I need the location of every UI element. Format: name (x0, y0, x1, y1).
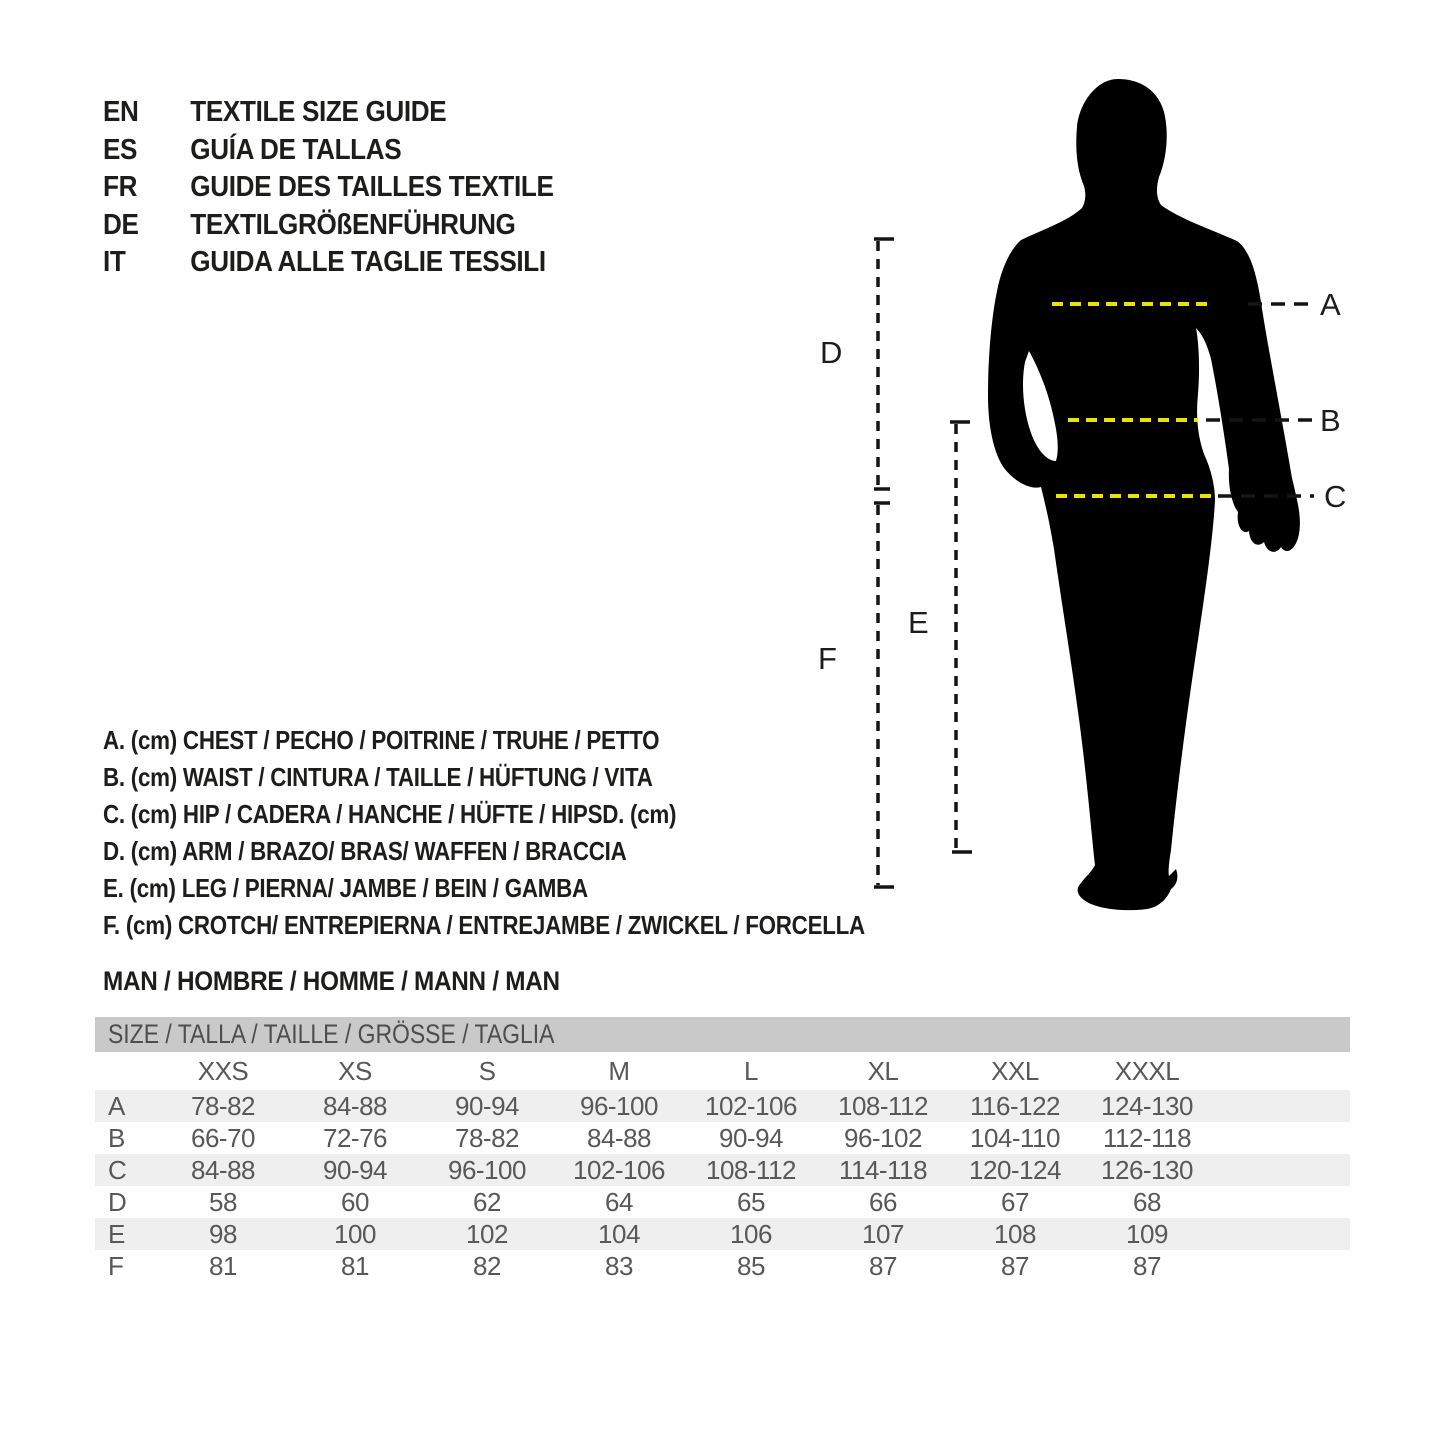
guide-title: GUIDE DES TAILLES TEXTILE (190, 171, 554, 204)
guide-title: GUÍA DE TALLAS (190, 133, 402, 166)
cell: 108 (994, 1218, 1036, 1249)
marker-label-c: C (1324, 479, 1347, 514)
cell: 108-112 (706, 1154, 796, 1185)
column-header-xl: XL (867, 1055, 899, 1086)
cell: 58 (209, 1186, 237, 1217)
table-row-e (95, 1218, 1350, 1250)
cell: 90-94 (323, 1154, 387, 1185)
category-label: MAN / HOMBRE / HOMME / MANN / MAN (103, 966, 560, 996)
cell: 65 (737, 1186, 765, 1217)
title-row-de (103, 207, 554, 245)
row-label: E (108, 1218, 125, 1249)
cell: 109 (1126, 1218, 1168, 1249)
language-code: FR (103, 171, 138, 204)
cell: 62 (473, 1186, 501, 1217)
table-row-c (95, 1154, 1350, 1186)
title-row-es (103, 132, 554, 170)
language-code: DE (103, 208, 139, 241)
column-header-s: S (478, 1055, 496, 1086)
cell: 102 (466, 1218, 508, 1249)
cell: 98 (209, 1218, 237, 1249)
cell: 102-106 (705, 1090, 797, 1121)
title-block (103, 94, 554, 282)
column-header-xxl: XXL (991, 1055, 1039, 1086)
row-label: D (108, 1186, 127, 1217)
column-header-xs: XS (338, 1055, 372, 1086)
cell: 81 (209, 1250, 237, 1281)
guide-title: TEXTILE SIZE GUIDE (190, 96, 447, 129)
cell: 96-100 (580, 1090, 658, 1121)
filler-cell (1213, 1218, 1350, 1250)
corner-cell (95, 1052, 157, 1090)
cell: 66-70 (191, 1122, 255, 1153)
cell: 90-94 (719, 1122, 783, 1153)
cell: 104 (598, 1218, 640, 1249)
guide-title: GUIDA ALLE TAGLIE TESSILI (190, 246, 546, 279)
cell: 106 (730, 1218, 772, 1249)
cell: 107 (862, 1218, 904, 1249)
marker-label-b: B (1320, 403, 1341, 438)
cell: 84-88 (587, 1122, 651, 1153)
filler-cell (1213, 1154, 1350, 1186)
table-row-b (95, 1122, 1350, 1154)
column-header-xxxl: XXXL (1114, 1055, 1180, 1086)
cell: 96-102 (844, 1122, 922, 1153)
cell: 87 (1001, 1250, 1029, 1281)
legend-line-b: B. (cm) WAIST / CINTURA / TAILLE / HÜFTUNG / VITA (103, 762, 653, 792)
marker-label-d: D (820, 335, 843, 370)
cell: 100 (334, 1218, 376, 1249)
language-code: ES (103, 133, 138, 166)
filler-cell (1213, 1186, 1350, 1218)
language-code: EN (103, 96, 139, 129)
title-row-en (103, 94, 554, 132)
cell: 108-112 (838, 1090, 928, 1121)
cell: 68 (1133, 1186, 1161, 1217)
cell: 87 (869, 1250, 897, 1281)
legend-line-e: E. (cm) LEG / PIERNA/ JAMBE / BEIN / GAMBA (103, 873, 588, 903)
size-table-title: SIZE / TALLA / TAILLE / GRÖSSE / TAGLIA (108, 1019, 555, 1049)
cell: 102-106 (573, 1154, 665, 1185)
cell: 72-76 (323, 1122, 387, 1153)
cell: 126-130 (1101, 1154, 1193, 1185)
cell: 81 (341, 1250, 369, 1281)
legend-line-c: C. (cm) HIP / CADERA / HANCHE / HÜFTE / HIPSD. (cm) (103, 799, 677, 829)
cell: 112-118 (1102, 1122, 1192, 1153)
legend-line-d: D. (cm) ARM / BRAZO/ BRAS/ WAFFEN / BRACCIA (103, 836, 627, 866)
table-row-d (95, 1186, 1350, 1218)
marker-label-a: A (1320, 287, 1341, 322)
column-header-l: L (744, 1055, 758, 1086)
measurement-legend (103, 722, 865, 944)
cell: 96-100 (448, 1154, 526, 1185)
row-label: C (108, 1154, 127, 1185)
title-row-fr (103, 169, 554, 207)
cell: 84-88 (323, 1090, 387, 1121)
guide-title: TEXTILGRÖßENFÜHRUNG (190, 208, 516, 241)
filler-cell (1213, 1090, 1350, 1122)
language-code: IT (103, 246, 126, 279)
column-header-xxs: XXS (197, 1055, 249, 1086)
filler-cell (1213, 1122, 1350, 1154)
cell: 67 (1001, 1186, 1029, 1217)
cell: 66 (869, 1186, 897, 1217)
cell: 83 (605, 1250, 633, 1281)
row-label: A (108, 1090, 125, 1121)
table-row-a (95, 1090, 1350, 1122)
row-label: F (108, 1250, 124, 1281)
cell: 84-88 (191, 1154, 255, 1185)
cell: 60 (341, 1186, 369, 1217)
size-header-row (95, 1052, 1350, 1090)
title-row-it (103, 244, 554, 282)
filler-cell (1213, 1052, 1350, 1090)
cell: 104-110 (970, 1122, 1060, 1153)
column-header-m: M (608, 1055, 630, 1086)
cell: 64 (605, 1186, 633, 1217)
cell: 120-124 (969, 1154, 1061, 1185)
marker-label-e: E (908, 605, 929, 640)
size-table-title-bar (95, 1017, 1350, 1052)
marker-label-f: F (818, 641, 837, 676)
legend-line-a: A. (cm) CHEST / PECHO / POITRINE / TRUHE / PETTO (103, 725, 660, 755)
size-table (95, 1052, 1350, 1282)
legend-line-f: F. (cm) CROTCH/ ENTREPIERNA / ENTREJAMBE / ZWICKEL / FORCELLA (103, 910, 865, 940)
table-row-f (95, 1250, 1350, 1282)
cell: 87 (1133, 1250, 1161, 1281)
cell: 78-82 (191, 1090, 255, 1121)
cell: 116-122 (970, 1090, 1060, 1121)
row-label: B (108, 1122, 125, 1153)
filler-cell (1213, 1250, 1350, 1282)
cell: 85 (737, 1250, 765, 1281)
cell: 78-82 (455, 1122, 519, 1153)
cell: 124-130 (1101, 1090, 1193, 1121)
cell: 82 (473, 1250, 501, 1281)
cell: 114-118 (838, 1154, 928, 1185)
cell: 90-94 (455, 1090, 519, 1121)
